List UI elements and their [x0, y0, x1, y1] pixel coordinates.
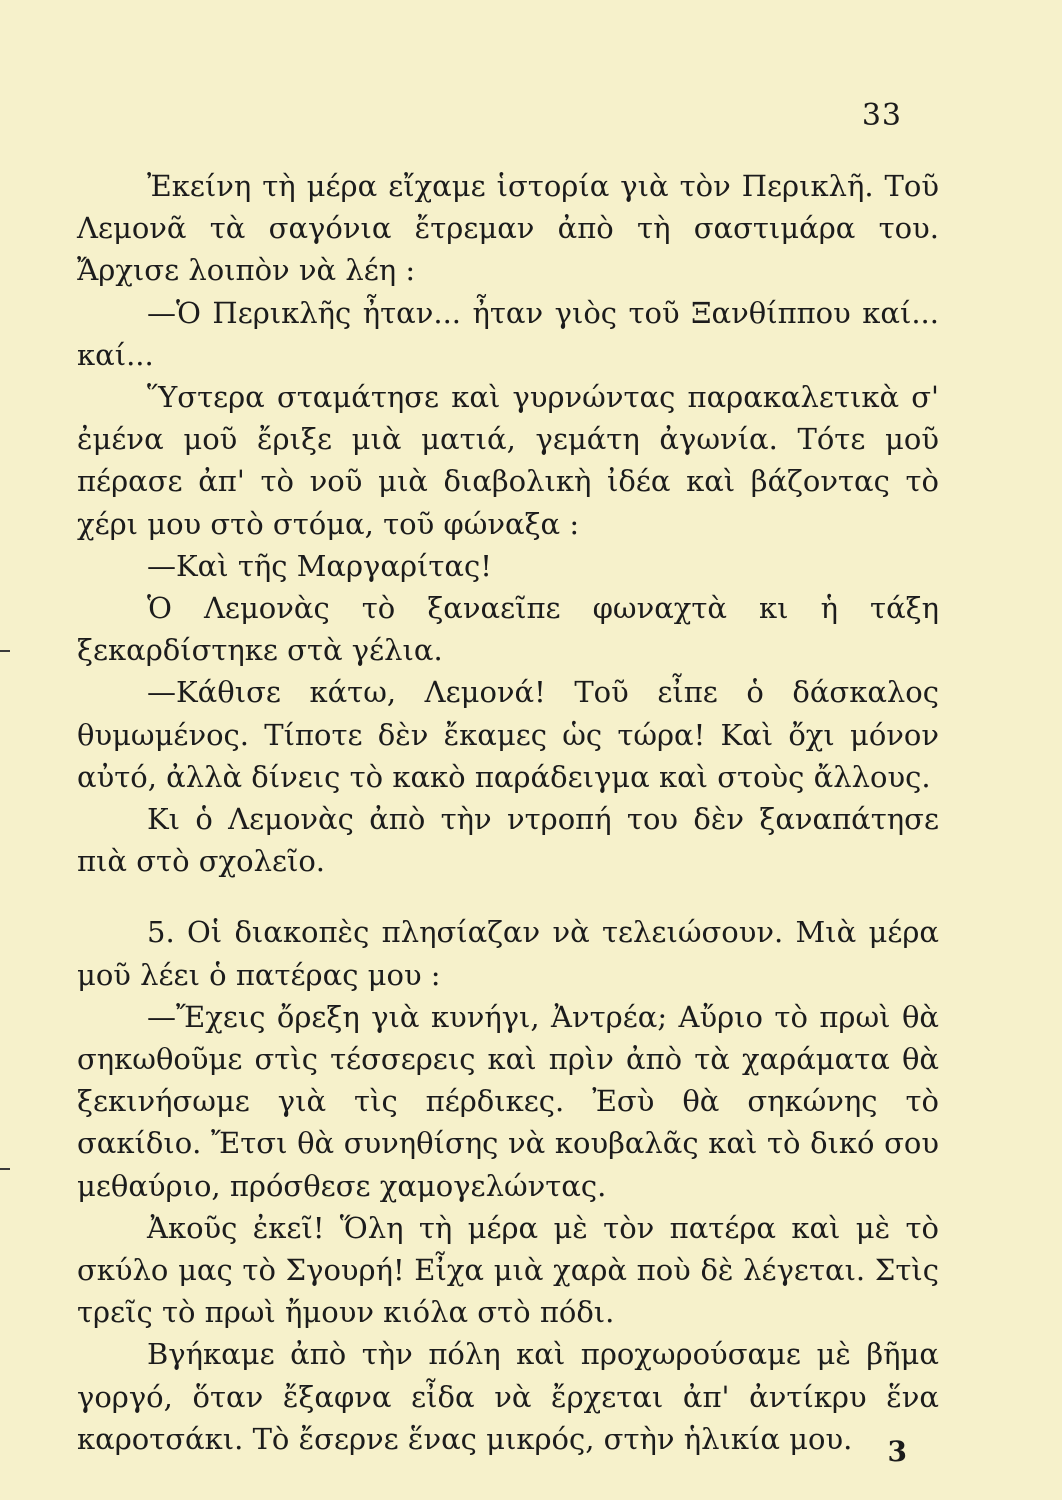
margin-mark: [0, 1168, 10, 1170]
paragraph: Ἐκείνη τὴ μέρα εἴχαμε ἱστορία γιὰ τὸν Περικλῆ. Τοῦ Λεμονᾶ τὰ σαγόνια ἔτρεμαν ἀπὸ τὴ σαστιμάρα του. Ἄρχισε λοιπὸν νὰ λέη :: [77, 169, 939, 288]
paragraph: —Κάθισε κάτω, Λεμονά! Τοῦ εἶπε ὁ δάσκαλος θυμωμένος. Τίποτε δὲν ἔκαμες ὡς τώρα! Καὶ ὄχι μόνον αὐτό, ἀλλὰ δίνεις τὸ κακὸ παράδειγμα καὶ στοὺς ἄλλους.: [77, 675, 939, 794]
paragraph: —Καὶ τῆς Μαργαρίτας!: [147, 548, 492, 583]
paragraph: Ὕστερα σταμάτησε καὶ γυρνώντας παρακαλετικὰ σ' ἐμένα μοῦ ἔριξε μιὰ ματιά, γεμάτη ἀγωνία. Τότε μοῦ πέρασε ἀπ' τὸ νοῦ μιὰ διαβολικὴ ἰδέα καὶ βάζοντας τὸ χέρι μου στὸ στόμα, τοῦ φώναξα :: [77, 380, 939, 541]
paragraph: Ὁ Λεμονὰς τὸ ξαναεῖπε φωναχτὰ κι ἡ τάξη ξεκαρδίστηκε στὰ γέλια.: [77, 591, 939, 668]
paragraph: Βγήκαμε ἀπὸ τὴν πόλη καὶ προχωρούσαμε μὲ βῆμα γοργό, ὅταν ἔξαφνα εἶδα νὰ ἔρχεται ἀπ' ἀντίκρυ ἕνα καροτσάκι. Τὸ ἔσερνε ἕνας μικρός, στὴν ἡλικία μου.: [77, 1337, 939, 1456]
paragraph: —Ἔχεις ὄρεξη γιὰ κυνήγι, Ἀντρέα; Αὔριο τὸ πρωὶ θὰ σηκωθοῦμε στὶς τέσσερεις καὶ πρὶν ἀπὸ τὰ χαράματα θὰ ξεκινήσωμε γιὰ τὶς πέρδικες. Ἐσὺ θὰ σηκώνης τὸ σακίδιο. Ἔτσι θὰ συνηθίσης νὰ κουβαλᾶς καὶ τὸ δικό σου μεθαύριο, πρόσθεσε χαμογελώντας.: [77, 999, 939, 1203]
page-number: 33: [861, 98, 902, 133]
signature-mark: 3: [887, 1435, 907, 1468]
paragraph: Ἀκοῦς ἐκεῖ! Ὅλη τὴ μέρα μὲ τὸν πατέρα καὶ μὲ τὸ σκύλο μας τὸ Σγουρή! Εἶχα μιὰ χαρὰ ποὺ δὲ λέγεται. Στὶς τρεῖς τὸ πρωὶ ἤμουν κιόλα στὸ πόδι.: [77, 1210, 939, 1330]
body-text: [77, 165, 939, 1460]
margin-mark: [0, 650, 10, 652]
paragraph: Κι ὁ Λεμονὰς ἀπὸ τὴν ντροπή του δὲν ξαναπάτησε πιὰ στὸ σχολεῖο.: [77, 802, 939, 879]
section-paragraph: 5. Οἱ διακοπὲς πλησίαζαν νὰ τελειώσουν. Μιὰ μέρα μοῦ λέει ὁ πατέρας μου :: [77, 915, 939, 992]
paragraph: —Ὁ Περικλῆς ἦταν... ἦταν γιὸς τοῦ Ξανθίππου καί... καί...: [77, 295, 939, 372]
